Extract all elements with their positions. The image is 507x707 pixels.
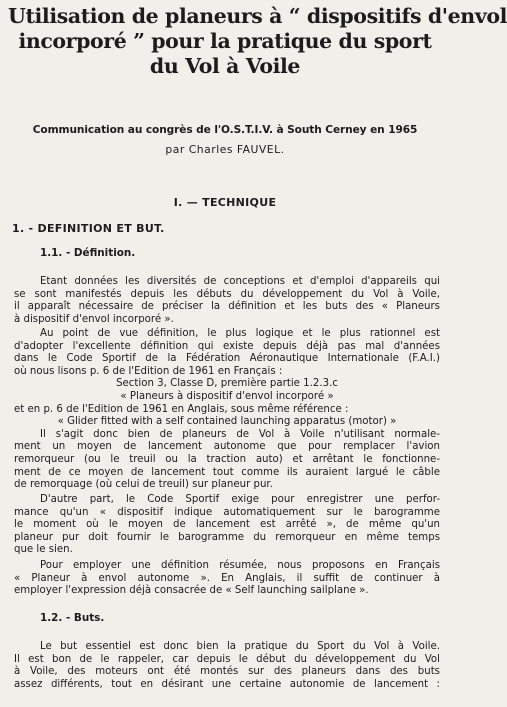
paragraph-3 [14,494,440,557]
subsection-heading-definition: 1.1. - Définition. [40,247,136,259]
text-line: le moment où le moyen de lancement est arrêté », de même qu'un [14,519,440,531]
text-line: employer l'expression déjà consacrée de « Self launching sailplane ». [14,585,369,597]
text-line: où nous lisons p. 6 de l'Edition de 1961 en Français : [14,365,283,377]
paragraph-5 [14,641,440,691]
text-line: ment de ce moyen de lancement tout comme ils auraient largué le câble [14,466,440,478]
communication-line: Communication au congrès de l'O.S.T.I.V. à South Cerney en 1965 [32,124,418,136]
text-line: assez différents, tout en désirant une certaine autonomie de lancement : [14,678,440,690]
text-line: planeur pur doit fournir le barogramme du remorqueur en même temps [14,531,440,543]
text-line: Il est bon de le rappeler, car depuis le début du développement du Vol [14,653,440,665]
text-line: « Glider fitted with a self contained launching apparatus (motor) » [57,416,397,428]
text-line: d'adopter l'excellente définition qui existe depuis déjà pas mal d'années [14,340,440,352]
title-line: incorporé ” pour la pratique du sport [18,29,432,53]
title-line: du Vol à Voile [149,54,301,78]
text-line: il apparaît nécessaire de préciser la définition et les buts des « Planeurs [14,301,440,313]
title-line: Utilisation de planeurs à “ dispositifs d'envol [8,4,507,28]
text-line: Etant données les diversités de conceptions et d'emploi d'appareils qui [40,276,440,287]
author-line: par Charles FAUVEL. [165,143,285,156]
text-line: mance qu'un « dispositif indique automatiquement sur le barogramme [14,506,440,518]
text-line: et en p. 6 de l'Edition de 1961 en Anglais, sous même référence : [14,403,349,415]
text-line: se sont manifestés depuis les débuts du développement du Vol à Voile, [14,288,440,300]
text-line: D'autre part, le Code Sportif exige pour enregistrer une perfor- [40,494,440,505]
text-line: de remorquage (où celui de treuil) sur planeur pur. [14,479,273,491]
text-line: que le sien. [14,544,73,556]
paragraph-1 [14,276,440,326]
paragraph-2 [14,328,440,492]
text-line: « Planeurs à dispositif d'envol incorporé » [120,390,334,402]
text-line: Pour employer une définition résumée, nous proposons en Français [40,560,440,571]
text-line: à Voile, des moteurs ont été montés sur des planeurs dans des buts [14,666,440,678]
text-line: à dispositif d'envol incorporé ». [14,313,174,325]
article-title [8,4,507,79]
text-line: dans le Code Sportif de la Fédération Aéronautique Internationale (F.A.I.) [14,353,440,365]
text-line: ment un moyen de lancement autonome que pour remplacer l'avion [14,441,440,453]
paragraph-4 [14,560,440,598]
text-line: Le but essentiel est donc bien la pratique du Sport du Vol à Voile. [40,641,440,652]
text-line: « Planeur à envol autonome ». En Anglais, il suffit de continuer à [14,572,440,584]
text-line: Section 3, Classe D, première partie 1.2.3.c [116,378,338,390]
section-heading-technique: I. — TECHNIQUE [173,196,277,209]
text-line: Au point de vue définition, le plus logique et le plus rationnel est [40,328,440,339]
text-line: Il s'agit donc bien de planeurs de Vol à Voile n'utilisant normale- [40,428,440,440]
text-line: remorqueur (ou le treuil ou la traction auto) et arrêtant le fonctionne- [14,453,440,465]
section-heading-definition-but: 1. - DEFINITION ET BUT. [12,222,165,235]
subsection-heading-buts: 1.2. - Buts. [40,612,105,624]
